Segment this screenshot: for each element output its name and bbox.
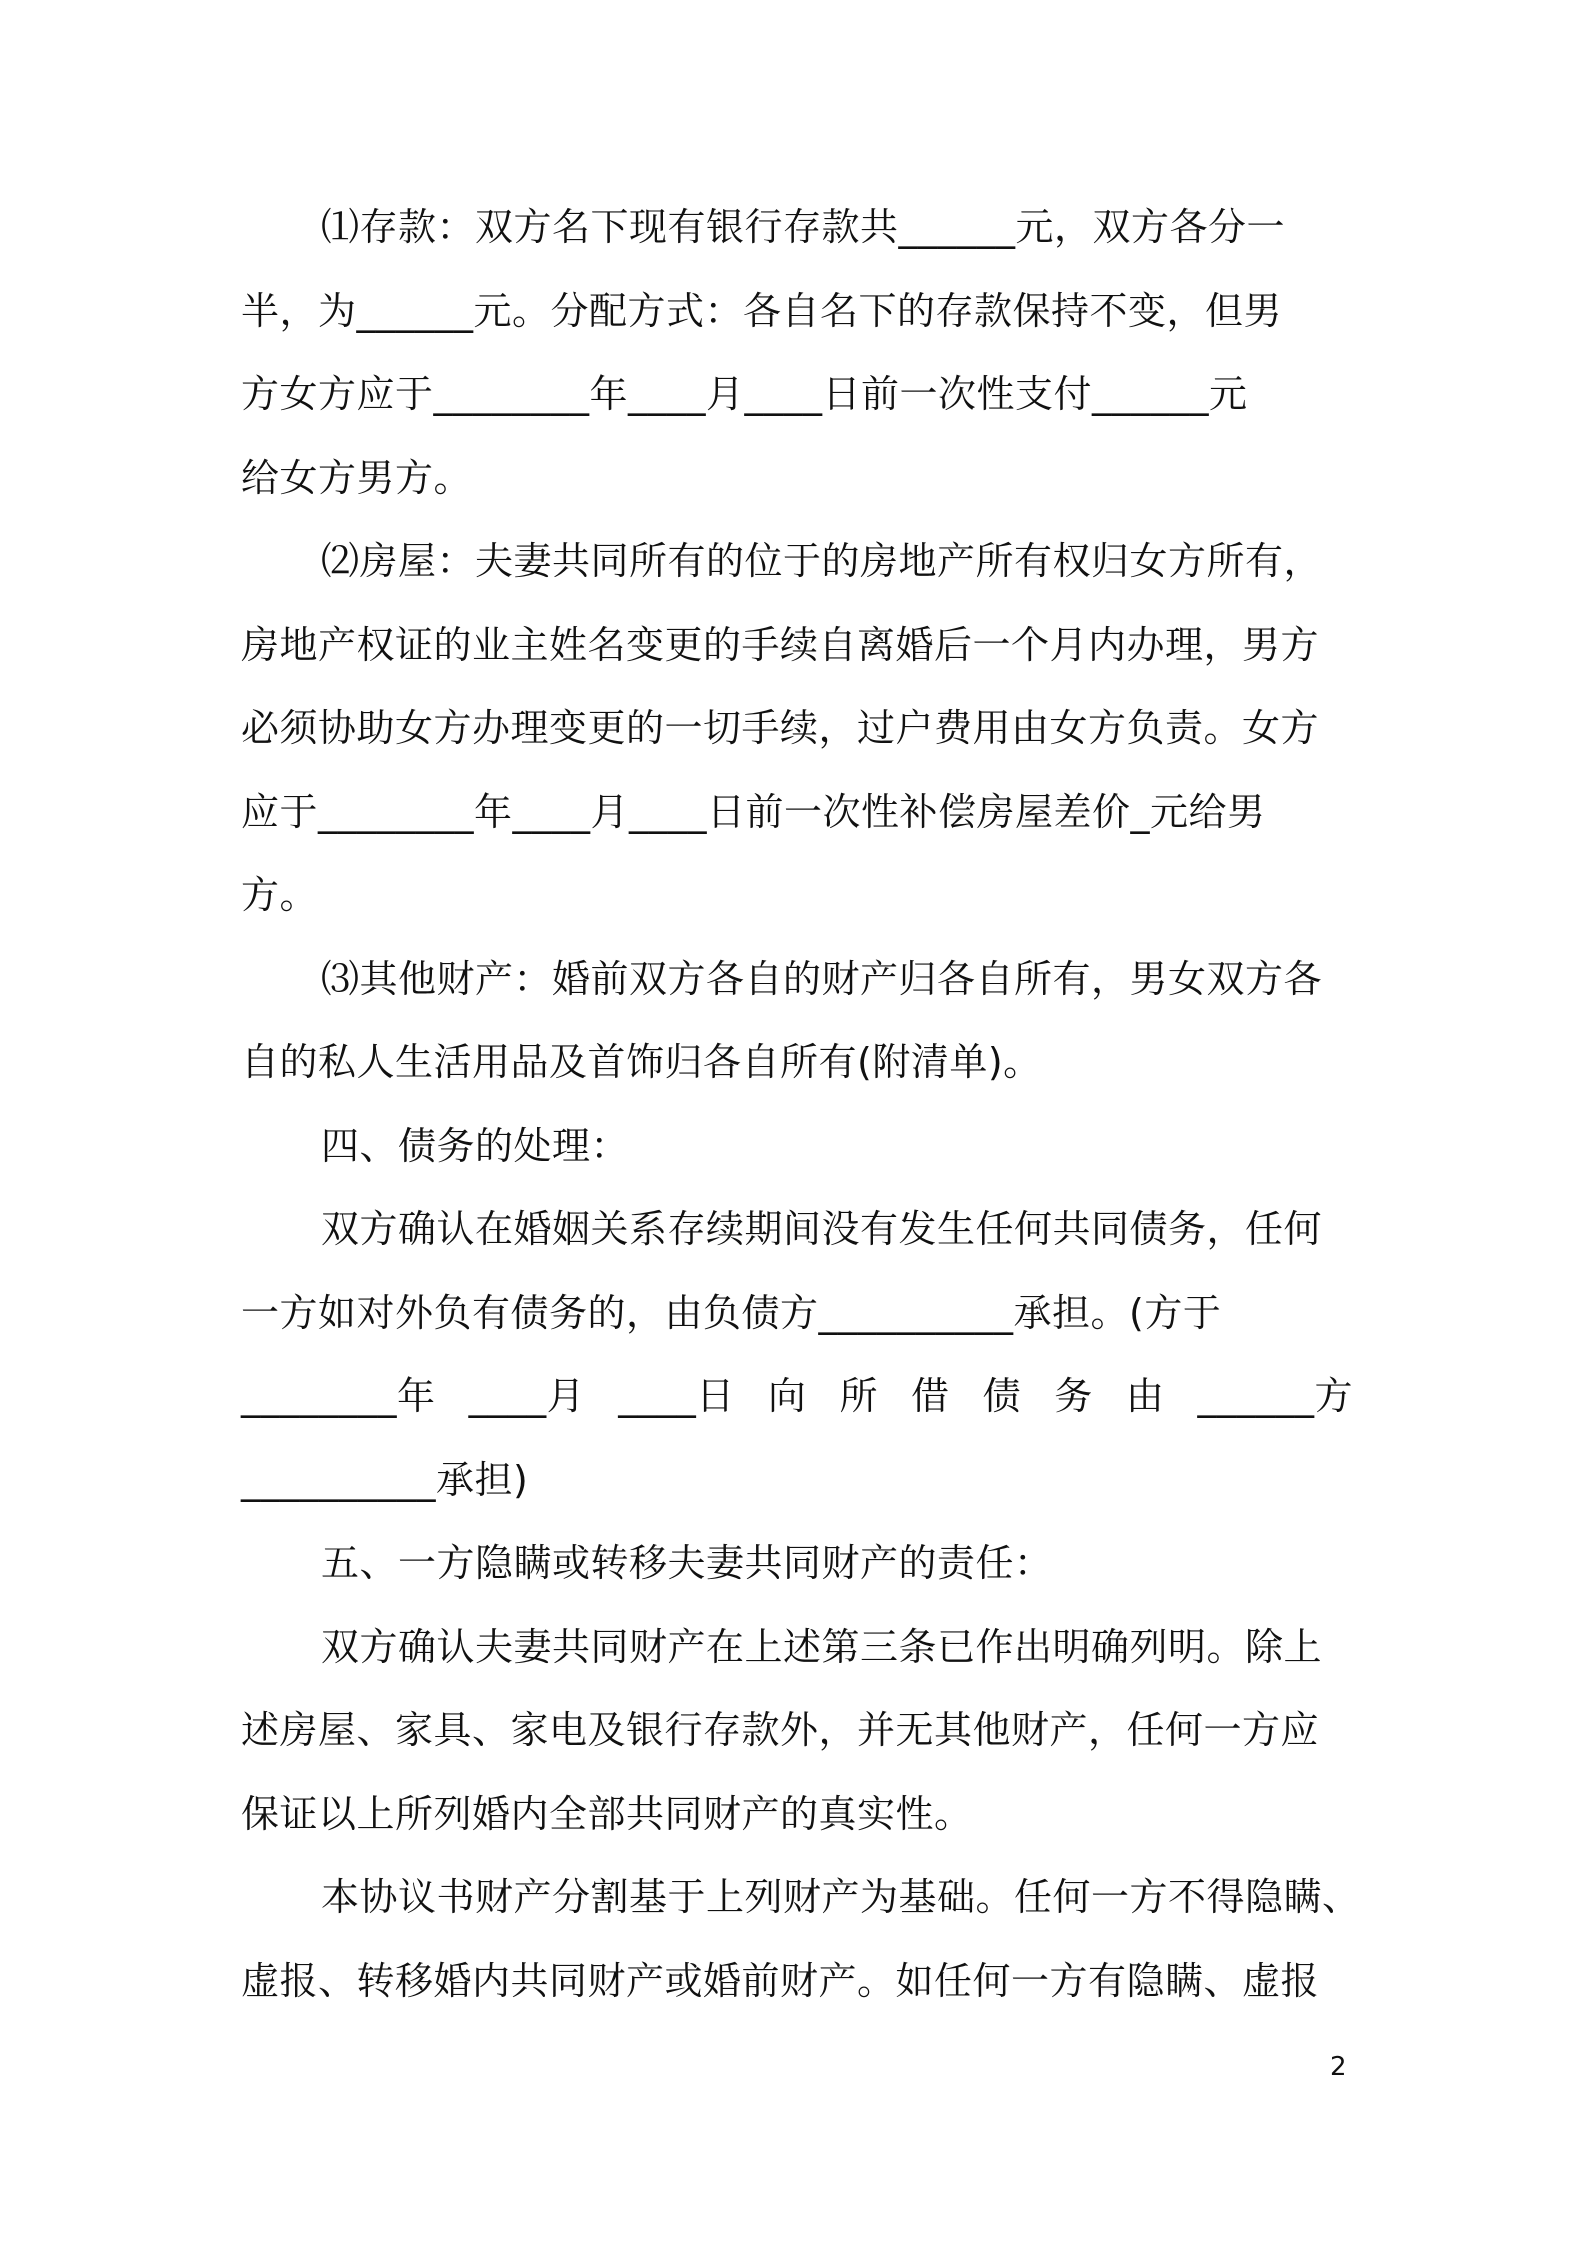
- text-line: 双方确认在婚姻关系存续期间没有发生任何共同债务，任何: [321, 1207, 1323, 1251]
- spaced-word: 由: [1125, 1374, 1165, 1418]
- text-line: 方。: [241, 873, 319, 917]
- text-line: ⑴存款：双方名下现有银行存款共______元，双方各分一: [321, 205, 1286, 249]
- spaced-word: 借: [911, 1374, 950, 1418]
- text-line: __________承担): [241, 1457, 529, 1502]
- spaced-word: ________年: [241, 1374, 436, 1418]
- text-line: 方女方应于________年____月____日前一次性支付______元: [241, 372, 1248, 416]
- text-line: 一方如对外负有债务的，由负债方__________承担。(方于: [241, 1290, 1222, 1335]
- spaced-word: 债: [982, 1374, 1022, 1418]
- spaced-word: 务: [1054, 1374, 1093, 1418]
- text-line: 给女方男方。: [241, 455, 473, 500]
- text-line: 必须协助女方办理变更的一切手续，过户费用由女方负责。女方: [241, 706, 1320, 750]
- spaced-word: 所: [839, 1374, 878, 1418]
- text-line: 述房屋、家具、家电及银行存款外，并无其他财产，任何一方应: [241, 1708, 1320, 1752]
- spaced-word: 向: [767, 1374, 807, 1418]
- text-line: 双方确认夫妻共同财产在上述第三条已作出明确列明。除上: [321, 1624, 1323, 1669]
- spaced-text-line: [241, 1355, 1353, 1439]
- spaced-word: ____日: [618, 1374, 735, 1418]
- page-number: 2: [1330, 2052, 1347, 2082]
- section-heading: 五、一方隐瞒或转移夫妻共同财产的责任：: [321, 1541, 1053, 1585]
- text-line: 半，为______元。分配方式：各自名下的存款保持不变，但男: [241, 288, 1283, 333]
- text-line: ⑵房屋：夫妻共同所有的位于的房地产所有权归女方所有，: [321, 539, 1323, 583]
- text-line: 保证以上所列婚内全部共同财产的真实性。: [241, 1791, 973, 1836]
- text-line: 房地产权证的业主姓名变更的手续自离婚后一个月内办理，男方: [241, 622, 1320, 667]
- section-heading: 四、债务的处理：: [321, 1123, 630, 1168]
- text-line: ⑶其他财产：婚前双方各自的财产归各自所有，男女双方各: [321, 956, 1323, 1001]
- document-body: [241, 186, 1361, 2023]
- spaced-word: ____月: [468, 1374, 586, 1418]
- spaced-word: ______方: [1197, 1374, 1353, 1418]
- text-line: 应于________年____月____日前一次性补偿房屋差价_元给男: [241, 789, 1266, 834]
- text-line: 本协议书财产分割基于上列财产为基础。任何一方不得隐瞒、: [321, 1875, 1361, 1919]
- text-line: 虚报、转移婚内共同财产或婚前财产。如任何一方有隐瞒、虚报: [241, 1958, 1320, 2003]
- text-line: 自的私人生活用品及首饰归各自所有(附清单)。: [241, 1040, 1042, 1084]
